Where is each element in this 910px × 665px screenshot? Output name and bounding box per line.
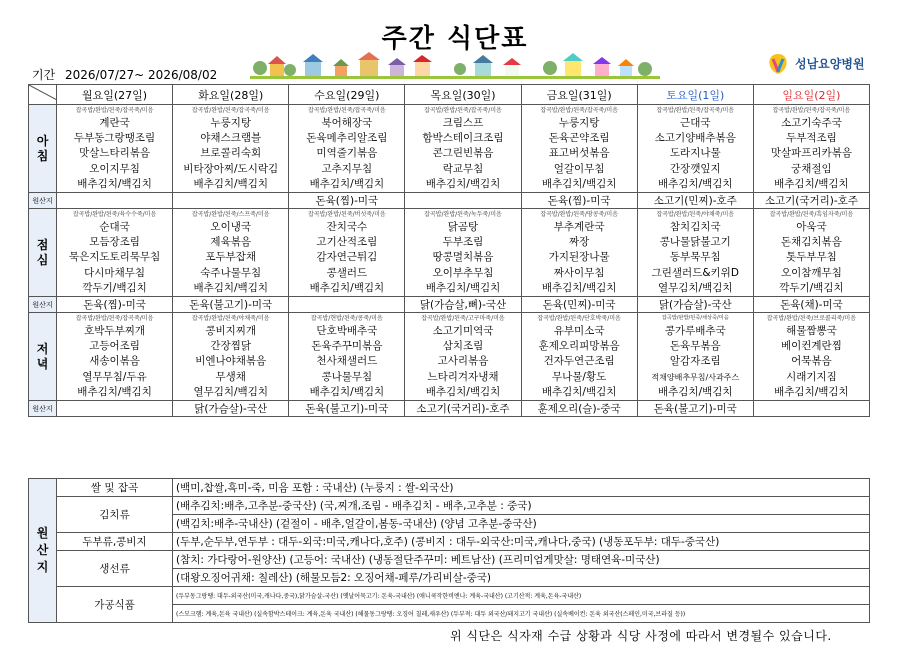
weekly-menu-table [28,84,870,417]
origin-value: 닭(가슴살,뼈)-국산 [405,297,521,313]
portion-note: 잡곡밥/현밥/된죽/콩죽/미음 [310,315,383,323]
dish-item: 배추김치/백김치 [193,281,268,294]
origin-label: 원산지 [29,193,57,209]
dish-item: 닭곰탕 [447,221,479,234]
dish-item: 모듬장조림 [89,236,140,249]
day-header-saturday: 토요일(1일) [637,85,753,105]
portion-note: 잡곡밥/완밥/된죽/흑임자죽/미음 [769,211,854,219]
dish-item: 삼치조림 [442,340,484,353]
dish-item: 북어해장국 [321,117,373,129]
dish-item: 배추김치/백김치 [774,177,849,190]
dish-item: 오이부추무침 [432,266,494,279]
origin-value: 돈육(찜)-미국 [289,193,405,209]
dish-item: 깍두기/백김치 [779,281,844,294]
meal-label: 저 녁 [29,313,57,401]
dish-item: 고사리볶음 [437,355,489,368]
origin-detail: (대왕오징어귀채: 칠레산) (해물모듬2: 오징어채-페루/가리비살-중국) [173,569,870,587]
dish-item: 콘그린빈볶음 [432,147,494,160]
dish-item: 돈채김치볶음 [780,236,842,249]
dish-item: 얼갈이무침 [553,162,605,175]
dish-item: 궁채절임 [791,162,832,175]
origin-detail-row [29,479,870,497]
dish-item: 천사채샐러드 [316,355,378,368]
dish-item: 시래기지짐 [786,370,837,383]
dish-item: 열무김치/백김치 [193,385,268,398]
dish-item: 락교무침 [442,162,484,175]
menu-cell [173,105,289,193]
dish-item: 배추김치/백김치 [774,385,849,398]
period-label: 기간 [32,68,56,82]
dish-item: 계란국 [99,117,130,129]
origin-value: 소고기(국거리)-호주 [753,193,869,209]
origin-value: 닭(가슴살)-국산 [637,297,753,313]
portion-note: 잡곡밥/완밥/된죽/단호박죽/미음 [537,315,621,323]
portion-note: 잡곡밥/완밥/된죽/야채죽/미음 [191,315,270,323]
origin-detail-row [29,551,870,569]
day-header: 화요일(28일) [173,85,289,105]
origin-table [28,478,870,623]
origin-value: 돈육(채)-미국 [753,297,869,313]
origin-label: 원산지 [29,401,57,417]
origin-detail: (두부동그랑땡: 대두-외국산(미국,캐나다,중국),닭가슴살-국산) (옛날어묵고기: 돈육-국내산) (애니쿡작한비엔나: 계육-국내산) (고기산적: 계육,돈육-국내산) [173,587,870,605]
logo-text: 성남요양병원 [795,57,865,71]
menu-cell [753,209,869,297]
origin-detail-row [29,533,870,551]
dish-item: 비엔나야채볶음 [195,355,267,368]
origin-label: 원산지 [29,297,57,313]
dish-item: 돈육메추리알조림 [306,132,388,145]
dish-item: 돈육주꾸미볶음 [311,340,383,353]
dish-item: 근대국 [680,117,711,129]
menu-cell [405,209,521,297]
origin-value: 돈육(찜)-미국 [521,193,637,209]
origin-value: 돈육(민찌)-미국 [521,297,637,313]
dish-item: 맛살느타리볶음 [79,147,151,160]
menu-cell [173,209,289,297]
village-illustration [250,50,660,80]
origin-detail: (배추김치:배추,고추분-중국산) (국,찌개,조림 - 배추김치 - 배추,고추분 : 중국) [173,497,870,515]
dish-item: 땅콩멸치볶음 [432,251,494,264]
origin-value [753,401,869,417]
dish-item: 건자두연근조림 [543,355,615,368]
dish-item: 동부묵무침 [669,251,721,264]
dish-item: 배추김치/백김치 [309,281,385,294]
portion-note: 잡곡밥/완밥/된죽/잡곡죽/미음 [540,107,618,114]
dish-item: 배추김치/백김치 [309,177,385,190]
dish-item: 배추김치/백김치 [425,177,501,190]
dish-item: 배추김치/백김치 [541,177,617,190]
period [32,66,217,83]
menu-cell [405,105,521,193]
dish-item: 오이참깨무침 [780,266,842,279]
dish-item: 간장깻잎지 [669,162,721,175]
meal-row [29,105,870,193]
day-header: 목요일(30일) [405,85,521,105]
origin-detail: (백김치:배추-국내산) (겉절이 - 배추,얼갈이,봄동-국내산) (양념 고추분-중국산) [173,515,870,533]
origin-value: 돈육(찜)-미국 [57,297,173,313]
menu-cell [289,209,405,297]
dish-item: 야채스크램블 [200,132,262,145]
dish-item: 비타장아찌/도시락김 [183,162,279,175]
portion-note: 잡곡밥/완밥/된죽/잡곡죽/미음 [191,107,270,114]
dish-item: 훈제오리피망볶음 [538,340,620,353]
dish-item: 그린샐러드&키위D [651,266,739,279]
dish-item: 오이냉국 [210,221,251,234]
period-value: 2026/07/27~ 2026/08/02 [65,68,218,82]
dish-item: 배추김치/백김치 [541,281,617,294]
dish-item: 포두부잡채 [205,251,257,264]
footer-note: 위 식단은 식자재 수급 상황과 식당 사정에 따라서 변경될수 있습니다. [450,629,832,643]
dish-item: 크림스프 [442,117,484,129]
portion-note: 잡곡밥/완밥/된죽/채상죽/미음 [661,315,729,322]
portion-note: 잡곡밥/완밥/된죽/잡곡죽/미음 [75,315,154,323]
portion-note: 잡곡밥/완밥/된죽/브로콜리죽/미음 [766,315,857,323]
portion-note: 잡곡밥/완밥/된죽/녹두죽/미음 [424,211,502,219]
origin-detail: (참치: 가다랑어-원양산) (고등어: 국내산) (냉동절단주꾸미: 베트남산) (프리미엄게맛살: 명태연육-미국산) [173,551,870,569]
dish-item: 무생채 [215,370,246,383]
origin-value [57,401,173,417]
menu-cell [521,105,637,193]
portion-note: 잡곡밥/완밥/된죽/잡곡죽/미음 [424,107,502,114]
day-header: 수요일(29일) [289,85,405,105]
menu-cell [753,313,869,401]
dish-item: 제육볶음 [210,236,251,249]
menu-cell [637,209,753,297]
dish-item: 열무김치/백김치 [658,281,733,294]
dish-item: 맛살파프리카볶음 [770,147,852,160]
dish-item: 도라지나물 [669,147,721,160]
dish-item: 배추김치/백김치 [425,385,501,398]
dish-item: 아욱국 [796,221,827,234]
dish-item: 배추김치/백김치 [541,385,617,398]
dish-item: 호박두부찌개 [84,325,145,338]
dish-item: 돈육무볶음 [669,340,721,353]
dish-item: 무나물/황도 [552,370,607,383]
origin-row [29,193,870,209]
dish-item: 짜사이무침 [553,266,605,279]
origin-value: 소고기(국거리)-호주 [405,401,521,417]
menu-cell [521,313,637,401]
menu-cell [57,209,173,297]
day-header: 월요일(27일) [57,85,173,105]
logo-icon [765,50,791,76]
origin-value [57,193,173,209]
origin-side-label: 원 산 지 [29,479,57,623]
origin-value: 닭(가슴살)-국산 [173,401,289,417]
dish-item: 알감자조림 [669,355,721,368]
menu-cell [57,313,173,401]
dish-item: 배추김치/백김치 [309,385,385,398]
day-header: 금요일(31일) [521,85,637,105]
dish-item: 열무무침/두유 [82,370,147,383]
dish-item: 순대국 [99,221,130,234]
dish-item: 톳두부무침 [786,251,837,264]
dish-item: 함박스테이크조림 [422,132,504,145]
dish-item: 두부동그랑땡조림 [73,132,156,145]
origin-value [405,193,521,209]
meal-label: 점 심 [29,209,57,297]
dish-item: 가지된장나물 [548,251,610,264]
dish-item: 고기산적조림 [316,236,378,249]
meal-label: 아 침 [29,105,57,193]
origin-detail-row [29,497,870,515]
origin-detail: (두부,순두부,연두부 : 대두-외국:미국,캐나다,호주) (콩비지 : 대두-외국산:미국,캐나다,중국) (냉동포두부: 대두-중국산) [173,533,870,551]
dish-item: 느타리겨자냉채 [427,370,499,383]
origin-detail: (스모크햄: 계육,돈육 국내산) (실속함박스테이크: 계육,돈육 국내산) (해물동그랑땡: 오징어 칠레,새우산) (두부적: 대두 외국산/돼지고기 국내산) (실속베이컨: 돈육 외국산(스페인,미국,브라질 등)) [173,605,870,623]
portion-note: 잡곡밥/완밥/된죽/잡곡죽/미음 [772,107,851,114]
dish-item: 베이컨계란찜 [780,340,842,353]
dish-item: 콩나물무침 [321,370,373,383]
origin-category: 생선류 [57,551,173,587]
meal-row [29,209,870,297]
dish-item: 누룽지탕 [210,117,251,129]
dish-item: 오이지무침 [89,162,140,175]
portion-note: 잡곡밥/완밥/된죽/고구마죽/미음 [421,315,505,323]
origin-detail: (백미,찹쌀,흑미-죽, 미음 포함 : 국내산) (누룽지 : 쌀-외국산) [173,479,870,497]
dish-item: 짜장 [568,236,590,249]
origin-value [289,297,405,313]
dish-item: 고추지무침 [321,162,373,175]
day-header-sunday: 일요일(2일) [753,85,869,105]
dish-item: 소고기양배추볶음 [654,132,736,145]
dish-item: 유부미소국 [553,325,605,338]
dish-item: 감자연근튀김 [316,251,378,264]
dish-item: 미역줄기볶음 [316,147,378,160]
origin-value: 돈육(불고기)-미국 [289,401,405,417]
dish-item: 돈육곤약조림 [548,132,610,145]
dish-item: 배추김치/백김치 [658,177,733,190]
dish-item: 다시마채무침 [84,266,145,279]
origin-detail-row [29,587,870,605]
origin-row [29,297,870,313]
dish-item: 소고기미역국 [432,325,494,338]
dish-item: 콩나물닭불고기 [659,236,731,249]
dish-item: 콩가루배추국 [664,325,726,338]
menu-cell [637,105,753,193]
menu-cell [289,313,405,401]
dish-item: 참치김치국 [669,221,721,234]
dish-item: 콩비지찌개 [205,325,257,338]
dish-item: 콩샐러드 [326,266,368,279]
dish-item: 배추김치/백김치 [658,385,733,398]
dish-item: 새송이볶음 [89,355,140,368]
meal-row [29,313,870,401]
dish-item: 두부조림 [442,236,484,249]
dish-item: 단호박배추국 [316,325,378,338]
dish-item: 표고버섯볶음 [548,147,610,160]
dish-item: 어묵볶음 [791,355,832,368]
portion-note: 잡곡밥/완밥/된죽/땅콩죽/미음 [540,211,618,219]
day-header-row [29,85,870,105]
dish-item: 숙주나물무침 [200,266,262,279]
dish-item: 소고기숙주국 [780,117,842,129]
menu-cell [405,313,521,401]
portion-note: 잡곡밥/완밥/된죽/스프죽/미음 [191,211,270,219]
portion-note: 잡곡밥/완밥/된죽/잡곡죽/미음 [308,107,386,114]
origin-category: 두부류,콩비지 [57,533,173,551]
origin-value [173,193,289,209]
origin-row [29,401,870,417]
menu-cell [753,105,869,193]
menu-cell [289,105,405,193]
dish-item: 배추김치/백김치 [77,385,152,398]
dish-item: 간장찜닭 [210,340,251,353]
origin-value: 돈육(불고기)-미국 [637,401,753,417]
portion-note: 잡곡밥/완밥/된죽/잡곡죽/미음 [656,107,735,114]
dish-item: 깍두기/백김치 [82,281,147,294]
menu-cell [637,313,753,401]
portion-note: 잡곡밥/완밥/된죽/육수수죽/미음 [72,211,157,219]
dish-item: 부추계란국 [553,221,605,234]
origin-value: 훈제오리(슬)-중국 [521,401,637,417]
origin-category: 가공식품 [57,587,173,623]
dish-item: 배추김치/백김치 [193,177,268,190]
dish-item: 해물짬뽕국 [786,325,837,338]
origin-category: 김치류 [57,497,173,533]
dish-item: 두부적조림 [786,132,837,145]
dish-item: 배추김치/백김치 [77,177,152,190]
menu-cell [521,209,637,297]
origin-category: 쌀 및 잡곡 [57,479,173,497]
dish-item: 고등어조림 [89,340,140,353]
menu-cell [173,313,289,401]
page-title: 주간 식단표 [381,24,529,54]
dish-item: 적채양배추무침/사과주스 [651,372,740,382]
dish-item: 누룽지탕 [558,117,600,129]
menu-cell [57,105,173,193]
dish-item: 배추김치/백김치 [425,281,501,294]
hospital-logo [765,50,875,76]
dish-item: 잔치국수 [326,221,368,234]
portion-note: 잡곡밥/완밥/된죽/버섯죽/미음 [308,211,386,219]
portion-note: 잡곡밥/완밥/된죽/야채죽/미음 [656,211,735,219]
origin-value: 돈육(불고기)-미국 [173,297,289,313]
portion-note: 잡곡밥/완밥/된죽/잡곡죽/미음 [75,107,154,114]
origin-value: 소고기(민찌)-호주 [637,193,753,209]
corner-cell [29,85,57,105]
dish-item: 브로콜리숙회 [200,147,262,160]
dish-item: 묵은지도토리묵무침 [68,251,161,264]
